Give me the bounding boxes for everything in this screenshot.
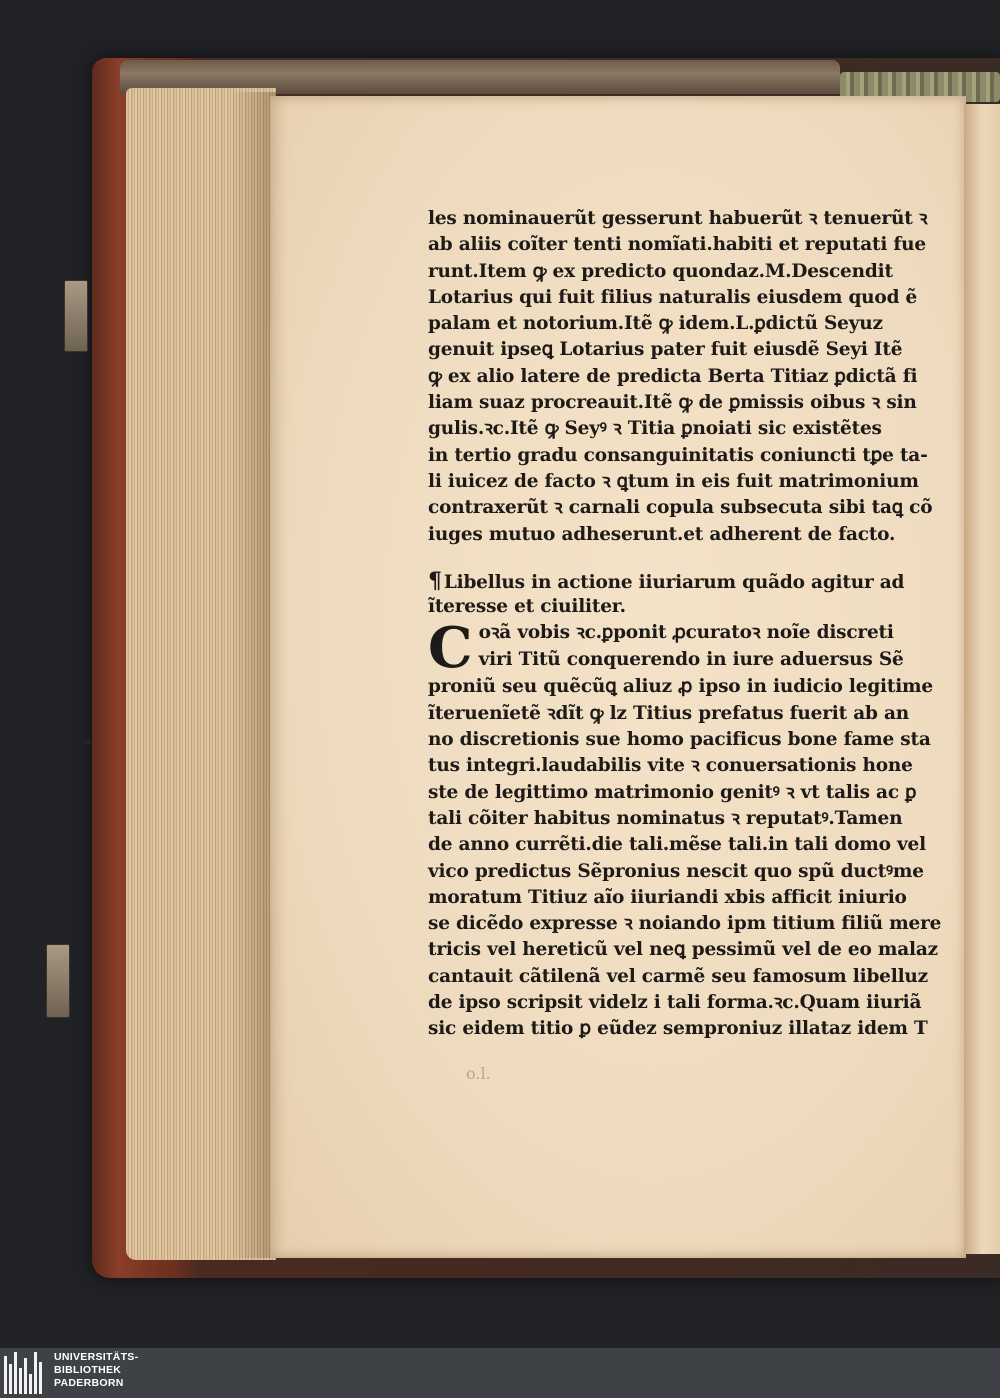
signature-mark: o.l. (466, 1064, 491, 1083)
library-name-line: BIBLIOTHEK (54, 1364, 122, 1376)
text-line: genuit ipseꝗ Lotarius pater fuit eiusdẽ Seyi Itẽ (428, 339, 903, 361)
paragraph-gap (428, 548, 944, 568)
text-line: les nominauerũt gesserunt habuerũt ꝛ tenuerũt ꝛ (428, 208, 928, 229)
text-line: li iuicez de facto ꝛ ꝗtum in eis fuit matrimonium (428, 470, 919, 492)
rubric-line: ĩteresse et ciuiliter. (428, 596, 626, 618)
text-line: moratum Titiuz aĩo iiuriandi xbis afficit iniurio (428, 886, 907, 908)
text-line: sic eidem titio ꝑ eũdez semproniuz illataz idem T (428, 1018, 928, 1040)
text-line: proniũ seu quẽcũꝗ aliuz ꝓ ipso in iudicio legitime (428, 676, 934, 698)
clasp-bottom (46, 944, 70, 1018)
text-line: viri Titũ conquerendo in iure aduersus Sẽ (478, 648, 904, 670)
text-line: gulis.ꝛc.Itẽ ꝙ Seyꝰ ꝛ Titia ꝑnoiati sic existẽtes (428, 418, 882, 440)
library-name-line: UNIVERSITÄTS- (54, 1351, 139, 1363)
paragraph-libellus (428, 620, 944, 1042)
logo-bar (14, 1352, 17, 1394)
text-line: palam et notorium.Itẽ ꝙ idem.L.ꝑdictũ Seyuz (428, 313, 883, 335)
logo-bar (39, 1362, 42, 1394)
pilcrow-icon: ¶ (428, 567, 442, 594)
decorated-initial: C (428, 620, 473, 675)
text-line: tali cõiter habitus nominatus ꝛ reputatꝰ.Tamen (428, 807, 903, 829)
logo-bar (4, 1356, 7, 1394)
text-line: oꝛã vobis ꝛc.ꝑponit ꝓcuratoꝛ noĩe discreti (478, 622, 894, 644)
paragraph-matrimony (428, 206, 944, 548)
rubric-line: ¶ Libellus in actione iiuriarum quãdo agitur ad (428, 567, 905, 594)
text-line: ꝙ ex alio latere de predicta Berta Titiaz ꝑdictã fi (428, 365, 918, 387)
facing-page-edge (964, 104, 1000, 1254)
text-line: de anno currẽti.die tali.mẽse tali.in tali domo vel (428, 834, 926, 856)
text-line: tricis vel hereticũ vel neꝗ pessimũ vel de eo malaz (428, 939, 938, 961)
logo-bar (29, 1374, 32, 1394)
text-line: contraxerũt ꝛ carnali copula subsecuta sibi taꝗ cõ (428, 497, 933, 519)
library-logo-icon (4, 1352, 46, 1394)
logo-bar (34, 1352, 37, 1394)
logo-bar (24, 1358, 27, 1394)
text-line: tus integri.laudabilis vite ꝛ conuersationis hone (428, 755, 913, 777)
library-footer (0, 1348, 1000, 1398)
binding-nail (84, 738, 91, 745)
initial-block (428, 620, 944, 674)
text-line: iuges mutuo adheserunt.et adherent de facto. (428, 523, 896, 545)
paragraph-libellus-body (428, 674, 944, 1042)
text-line: liam suaz procreauit.Itẽ ꝙ de ꝑmissis oibus ꝛ sin (428, 392, 917, 414)
text-line: vico predictus Sẽpronius nescit quo spũ ductꝰme (428, 860, 924, 882)
logo-bar (9, 1364, 12, 1394)
text-line: no discretionis sue homo pacificus bone fame sta (428, 729, 931, 751)
text-line: ste de legittimo matrimonio genitꝰ ꝛ vt talis ac ꝑ (428, 781, 917, 803)
library-name (54, 1351, 138, 1390)
clasp-top (64, 280, 88, 352)
text-line: cantauit cãtilenã vel carmẽ seu famosum libelluz (428, 965, 928, 987)
text-line: ab aliis coĩter tenti nomĩati.habiti et reputati fue (428, 234, 926, 256)
library-name-line: PADERBORN (54, 1377, 124, 1389)
text-line: ĩteruenĩetẽ ꝛdĩt ꝙ lz Titius prefatus fuerit ab an (428, 702, 910, 724)
rubric-heading (428, 568, 944, 621)
text-line: de ipso scripsit videlz i tali forma.ꝛc.Quam iiuriã (428, 992, 922, 1014)
text-line: runt.Item ꝙ ex predicto quondaz.M.Descendit (428, 260, 893, 282)
logo-bar (19, 1368, 22, 1394)
text-line: Lotarius qui fuit filius naturalis eiusdem quod ẽ (428, 286, 918, 308)
text-line: se dicẽdo expresse ꝛ noiando ipm titium filiũ mere (428, 913, 942, 935)
page-text-block (428, 206, 944, 1043)
text-line: in tertio gradu consanguinitatis coniuncti tꝑe ta- (428, 444, 928, 466)
